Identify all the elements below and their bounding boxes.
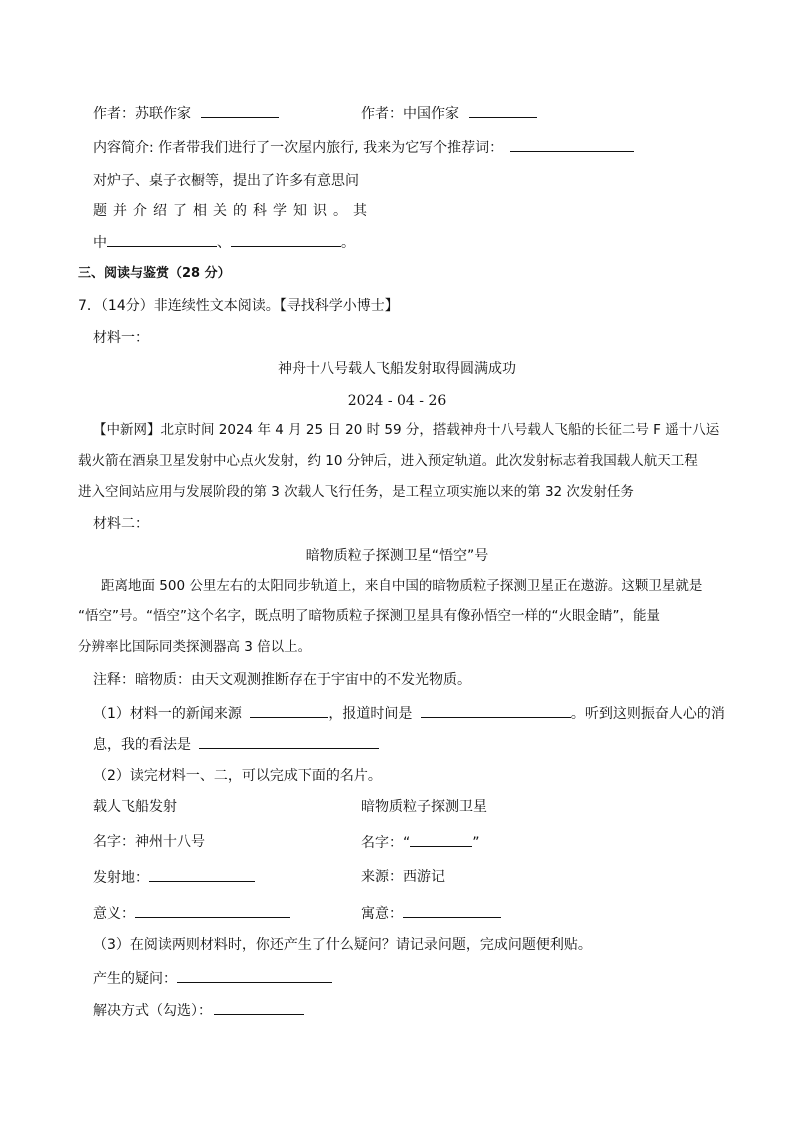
sub-1-a: （1）材料一的新闻来源	[93, 706, 242, 722]
intro-line-4-prefix: 中	[93, 235, 107, 251]
card-left-title: 载人飞船发射	[93, 799, 177, 815]
card-right-meaning-label: 寓意：	[361, 906, 403, 922]
intro-line-2: 对炉子、桌子衣橱等，提出了许多有意思问	[93, 173, 359, 189]
intro-line-4	[93, 232, 355, 253]
note: 注释：暗物质：由天文观测推断存在于宇宙中的不发光物质。	[93, 672, 471, 688]
intro-line-4-sep: 、	[217, 235, 231, 251]
right-author-row	[361, 103, 537, 124]
question-row	[93, 968, 332, 989]
card-right-name-row	[361, 832, 480, 853]
question-7-prefix: 7．（14分）非连续性文本阅读。	[78, 298, 280, 314]
material-2-para-2: “悟空”号。“悟空”这个名字，既点明了暗物质粒子探测卫星具有像孙悟空一样的“火眼金睛”，能量	[78, 608, 660, 624]
card-left-meaning-row	[93, 903, 290, 924]
section-title: 三、阅读与鉴赏（28 分）	[78, 266, 231, 281]
card-right-title: 暗物质粒子探测卫星	[361, 799, 487, 815]
material-1-date: 2024 - 04 - 26	[347, 393, 447, 409]
question-blank[interactable]	[177, 968, 332, 983]
solution-row	[93, 1000, 304, 1021]
card-right-name-prefix: 名字：“	[361, 835, 411, 851]
book-blank-2[interactable]	[231, 232, 341, 247]
material-1-para-2: 载火箭在酒泉卫星发射中心点火发射，约 10 分钟后，进入预定轨道。此次发射标志着我国载人航天工程	[78, 453, 698, 469]
card-left-meaning-label: 意义：	[93, 906, 135, 922]
report-time-blank[interactable]	[421, 703, 571, 718]
material-1-para-3: 进入空间站应用与发展阶段的第 3 次载人飞行任务，是工程立项实施以来的第 32 次发射任务	[78, 484, 634, 500]
sub-question-2: （2）读完材料一、二，可以完成下面的名片。	[93, 768, 382, 784]
intro-text: 内容简介: 作者带我们进行了一次屋内旅行, 我来为它写个推荐词：	[93, 140, 504, 156]
recommendation-blank[interactable]	[510, 137, 634, 152]
solution-blank[interactable]	[214, 1000, 304, 1015]
solution-label: 解决方式（勾选）：	[93, 1003, 212, 1019]
material-2-label: 材料二：	[93, 516, 149, 532]
question-7-title	[78, 296, 399, 316]
left-author-blank[interactable]	[201, 103, 279, 118]
material-1-para-1: 【中新网】北京时间 2024 年 4 月 25 日 20 时 59 分，搭载神舟十八号载人飞船的长征二号 F 遥十八运	[93, 422, 720, 438]
opinion-blank[interactable]	[199, 734, 379, 749]
card-right-name-suffix: ”	[472, 835, 480, 851]
material-2-title: 暗物质粒子探测卫星“悟空”号	[305, 548, 489, 564]
sub-1-d: 息，我的看法是	[93, 737, 191, 753]
sub-question-1-cont	[93, 734, 379, 755]
question-label: 产生的疑问：	[93, 971, 177, 987]
card-right-meaning-row	[361, 903, 501, 924]
intro-row	[93, 137, 634, 158]
card-right-source: 来源：西游记	[361, 869, 445, 885]
card-left-name: 名字：神州十八号	[93, 834, 205, 850]
material-2-para-3: 分辨率比国际同类探测器高 3 倍以上。	[78, 639, 312, 655]
card-left-place-label: 发射地：	[93, 870, 149, 886]
sub-1-b: ，报道时间是	[328, 706, 413, 722]
satellite-meaning-blank[interactable]	[403, 903, 501, 918]
card-left-place-row	[93, 867, 255, 888]
news-source-blank[interactable]	[250, 703, 328, 718]
left-author-label: 作者：苏联作家	[93, 106, 191, 122]
launch-meaning-blank[interactable]	[135, 903, 290, 918]
left-author-row	[93, 103, 279, 124]
satellite-name-blank[interactable]	[410, 832, 472, 847]
book-blank-1[interactable]	[107, 232, 217, 247]
launch-place-blank[interactable]	[149, 867, 255, 882]
right-author-label: 作者：中国作家	[361, 106, 459, 122]
sub-1-c: 。听到这则振奋人心的消	[570, 706, 725, 722]
sub-question-3: （3）在阅读两则材料时，你还产生了什么疑问？请记录问题，完成问题便利贴。	[93, 937, 592, 953]
intro-line-3: 题并介绍了相关的科学知识。其	[93, 203, 373, 219]
material-1-title: 神舟十八号载人飞船发射取得圆满成功	[278, 361, 516, 377]
sub-question-1	[93, 703, 725, 724]
material-1-label: 材料一：	[93, 330, 149, 346]
intro-line-4-end: 。	[341, 235, 355, 251]
question-7-bracket: 【寻找科学小博士】	[279, 298, 399, 314]
right-author-blank[interactable]	[469, 103, 537, 118]
material-2-para-1: 距离地面 500 公里左右的太阳同步轨道上，来自中国的暗物质粒子探测卫星正在遨游。这颗卫星就是	[101, 578, 703, 594]
